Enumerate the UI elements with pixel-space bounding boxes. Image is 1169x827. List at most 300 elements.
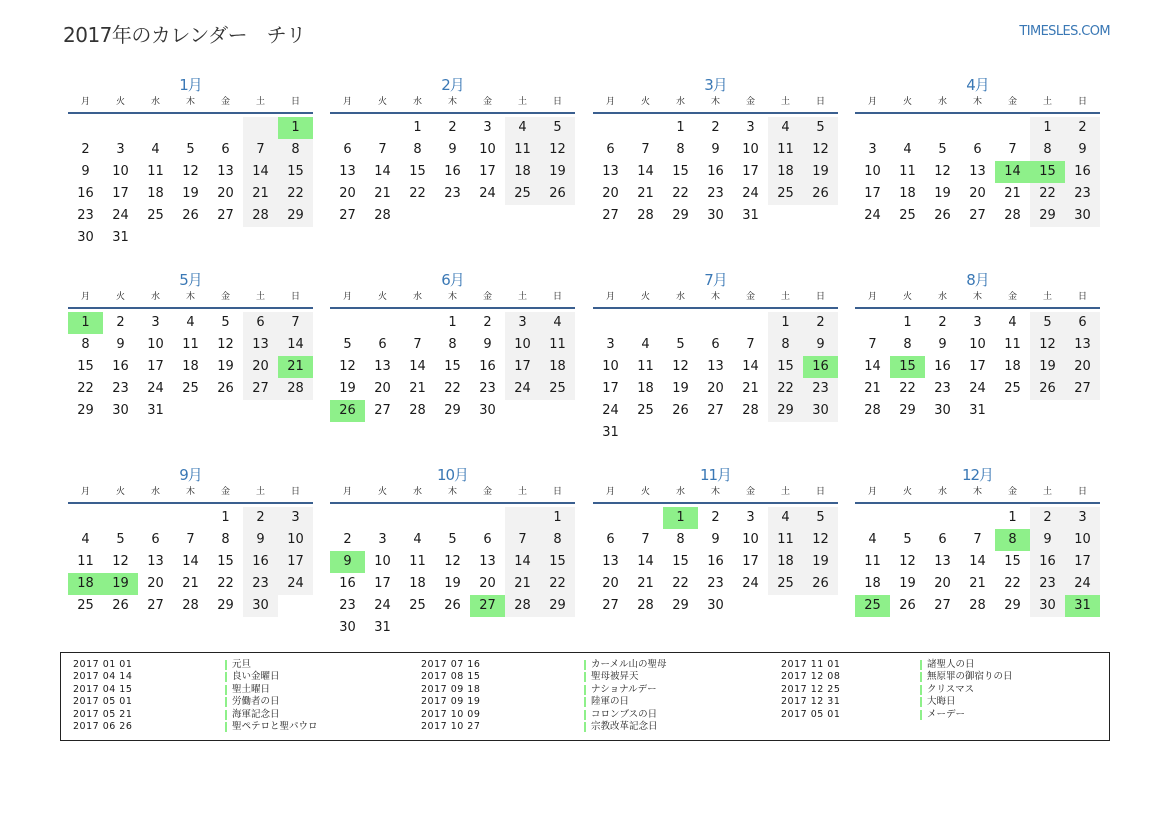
weekday-header xyxy=(855,291,1100,309)
day-cell: 19 xyxy=(899,576,916,591)
day-cell: 31 xyxy=(374,620,391,635)
day-cell: 6 xyxy=(973,142,982,157)
holiday-day-cell: 8 xyxy=(995,529,1030,551)
day-cell: 4 xyxy=(768,507,803,529)
weekday-header xyxy=(68,96,313,114)
weekday-label: 月 xyxy=(80,487,90,497)
day-cell: 26 xyxy=(672,403,689,418)
holiday-day-cell: 16 xyxy=(803,356,838,378)
day-cell: 19 xyxy=(803,161,838,183)
day-cell: 9 xyxy=(483,337,492,352)
day-cell: 5 xyxy=(676,337,685,352)
day-cell: 27 xyxy=(374,403,391,418)
day-cell: 14 xyxy=(505,551,540,573)
day-cell: 19 xyxy=(1030,356,1065,378)
month-name: 8月 xyxy=(966,271,989,289)
day-cell: 12 xyxy=(339,359,356,374)
day-cell: 2 xyxy=(343,532,352,547)
weekday-label: 金 xyxy=(220,487,230,497)
weekday-label: 火 xyxy=(640,292,650,302)
day-cell: 8 xyxy=(676,532,685,547)
holiday-row xyxy=(781,659,1111,671)
holiday-marker xyxy=(225,685,227,695)
empty-day-cell xyxy=(103,507,138,529)
holiday-name: 無原罪の御宿りの日 xyxy=(927,671,1013,683)
day-cell: 20 xyxy=(217,186,234,201)
empty-day-cell xyxy=(365,117,400,139)
day-cell: 22 xyxy=(444,381,461,396)
day-cell: 12 xyxy=(803,529,838,551)
page-title: 2017年のカレンダー チリ xyxy=(63,23,306,47)
day-cell: 24 xyxy=(1065,573,1100,595)
empty-day-cell xyxy=(68,507,103,529)
day-cell: 15 xyxy=(77,359,94,374)
weekday-label: 月 xyxy=(342,292,352,302)
day-cell: 4 xyxy=(81,532,90,547)
day-cell: 29 xyxy=(1030,205,1065,227)
day-cell: 23 xyxy=(479,381,496,396)
day-cell: 12 xyxy=(803,139,838,161)
day-cell: 10 xyxy=(278,529,313,551)
day-cell: 27 xyxy=(1065,378,1100,400)
holiday-marker xyxy=(225,672,227,682)
weekday-label: 日 xyxy=(290,97,300,107)
site-link[interactable]: TIMESLES.COM xyxy=(1019,24,1110,39)
day-cell: 26 xyxy=(803,573,838,595)
day-cell: 28 xyxy=(637,598,654,613)
day-cell: 21 xyxy=(637,186,654,201)
holiday-name: 大晦日 xyxy=(927,696,956,708)
day-cell: 21 xyxy=(505,573,540,595)
day-cell: 27 xyxy=(969,208,986,223)
day-cell: 17 xyxy=(479,164,496,179)
empty-day-cell xyxy=(593,312,628,334)
holiday-row xyxy=(421,671,751,683)
day-cell: 25 xyxy=(768,573,803,595)
month-calendar xyxy=(855,269,1100,422)
day-cell: 25 xyxy=(147,208,164,223)
empty-day-cell xyxy=(278,227,313,249)
empty-day-cell xyxy=(243,117,278,139)
holiday-day-cell: 9 xyxy=(330,551,365,573)
holiday-day-cell: 31 xyxy=(1065,595,1100,617)
weekday-label: 月 xyxy=(867,97,877,107)
weekday-label: 日 xyxy=(815,292,825,302)
empty-day-cell xyxy=(1065,400,1100,422)
weekday-label: 土 xyxy=(255,292,265,302)
day-cell: 3 xyxy=(973,315,982,330)
day-cell: 13 xyxy=(969,164,986,179)
day-cell: 13 xyxy=(243,334,278,356)
month-name: 2月 xyxy=(441,76,464,94)
day-cell: 10 xyxy=(1065,529,1100,551)
day-cell: 3 xyxy=(606,337,615,352)
day-cell: 15 xyxy=(444,359,461,374)
holiday-list xyxy=(60,652,1110,741)
empty-day-cell xyxy=(540,205,575,227)
weekday-label: 月 xyxy=(605,292,615,302)
month-name: 7月 xyxy=(704,271,727,289)
day-grid xyxy=(330,507,575,639)
day-cell: 16 xyxy=(479,359,496,374)
day-cell: 12 xyxy=(1030,334,1065,356)
weekday-label: 火 xyxy=(902,292,912,302)
empty-day-cell xyxy=(768,595,803,617)
day-cell: 23 xyxy=(707,576,724,591)
day-cell: 29 xyxy=(444,403,461,418)
day-cell: 8 xyxy=(413,142,422,157)
day-cell: 13 xyxy=(479,554,496,569)
day-cell: 4 xyxy=(413,532,422,547)
holiday-row xyxy=(781,696,1111,708)
holiday-marker xyxy=(584,697,586,707)
empty-day-cell xyxy=(768,422,803,444)
day-cell: 21 xyxy=(374,186,391,201)
day-cell: 19 xyxy=(934,186,951,201)
day-cell: 24 xyxy=(147,381,164,396)
weekday-label: 火 xyxy=(115,292,125,302)
day-cell: 23 xyxy=(444,186,461,201)
day-cell: 10 xyxy=(969,337,986,352)
day-cell: 22 xyxy=(768,378,803,400)
weekday-label: 土 xyxy=(255,487,265,497)
day-cell: 9 xyxy=(116,337,125,352)
day-cell: 2 xyxy=(711,120,720,135)
day-cell: 14 xyxy=(864,359,881,374)
month-calendar xyxy=(68,269,313,422)
weekday-label: 月 xyxy=(867,292,877,302)
day-cell: 5 xyxy=(803,507,838,529)
day-cell: 19 xyxy=(339,381,356,396)
day-cell: 2 xyxy=(243,507,278,529)
holiday-day-cell: 14 xyxy=(995,161,1030,183)
holiday-name: 元旦 xyxy=(232,659,252,670)
empty-day-cell xyxy=(628,117,663,139)
holiday-name: 良い金曜日 xyxy=(232,671,280,683)
day-cell: 28 xyxy=(969,598,986,613)
day-cell: 28 xyxy=(182,598,199,613)
empty-day-cell xyxy=(470,507,505,529)
day-cell: 19 xyxy=(803,551,838,573)
weekday-label: 日 xyxy=(552,292,562,302)
day-cell: 24 xyxy=(479,186,496,201)
day-cell: 16 xyxy=(1065,161,1100,183)
day-cell: 23 xyxy=(707,186,724,201)
day-cell: 26 xyxy=(540,183,575,205)
day-cell: 11 xyxy=(147,164,164,179)
day-cell: 28 xyxy=(742,403,759,418)
day-cell: 8 xyxy=(1030,139,1065,161)
empty-day-cell xyxy=(400,205,435,227)
day-cell: 22 xyxy=(1004,576,1021,591)
day-cell: 23 xyxy=(77,208,94,223)
holiday-name: 労働者の日 xyxy=(232,696,280,708)
day-cell: 5 xyxy=(116,532,125,547)
day-cell: 31 xyxy=(742,208,759,223)
weekday-label: 木 xyxy=(710,292,720,302)
day-cell: 7 xyxy=(278,312,313,334)
day-cell: 17 xyxy=(969,359,986,374)
holiday-row xyxy=(781,684,1111,696)
weekday-label: 水 xyxy=(412,487,422,497)
day-cell: 9 xyxy=(711,532,720,547)
day-cell: 24 xyxy=(112,208,129,223)
empty-day-cell xyxy=(505,507,540,529)
day-cell: 19 xyxy=(444,576,461,591)
day-cell: 17 xyxy=(602,381,619,396)
day-cell: 10 xyxy=(742,142,759,157)
day-grid xyxy=(68,312,313,422)
empty-day-cell xyxy=(628,422,663,444)
day-cell: 25 xyxy=(182,381,199,396)
weekday-label: 水 xyxy=(412,97,422,107)
day-cell: 12 xyxy=(672,359,689,374)
weekday-label: 土 xyxy=(780,97,790,107)
empty-day-cell xyxy=(365,312,400,334)
day-cell: 15 xyxy=(672,164,689,179)
weekday-header xyxy=(330,486,575,504)
day-cell: 14 xyxy=(742,359,759,374)
month-name: 3月 xyxy=(704,76,727,94)
day-cell: 24 xyxy=(505,378,540,400)
empty-day-cell xyxy=(768,205,803,227)
holiday-day-cell: 26 xyxy=(330,400,365,422)
holiday-row xyxy=(421,659,751,671)
empty-day-cell xyxy=(173,117,208,139)
day-cell: 18 xyxy=(1004,359,1021,374)
weekday-label: 水 xyxy=(937,487,947,497)
day-cell: 17 xyxy=(1065,551,1100,573)
day-cell: 15 xyxy=(768,356,803,378)
day-cell: 1 xyxy=(903,315,912,330)
day-cell: 16 xyxy=(77,186,94,201)
day-grid xyxy=(330,117,575,227)
day-cell: 16 xyxy=(444,164,461,179)
day-cell: 31 xyxy=(112,230,129,245)
empty-day-cell xyxy=(435,617,470,639)
weekday-label: 木 xyxy=(447,292,457,302)
day-cell: 21 xyxy=(409,381,426,396)
holiday-date: 2017 10 09 xyxy=(421,708,481,720)
day-cell: 4 xyxy=(151,142,160,157)
day-cell: 18 xyxy=(768,161,803,183)
holiday-name: 諸聖人の日 xyxy=(927,659,975,670)
day-cell: 15 xyxy=(278,161,313,183)
day-cell: 11 xyxy=(899,164,916,179)
day-cell: 29 xyxy=(899,403,916,418)
holiday-date: 2017 12 08 xyxy=(781,671,841,683)
holiday-marker xyxy=(225,710,227,720)
day-grid xyxy=(855,312,1100,422)
day-cell: 27 xyxy=(339,208,356,223)
empty-day-cell xyxy=(540,400,575,422)
day-cell: 30 xyxy=(934,403,951,418)
holiday-row xyxy=(421,684,751,696)
day-cell: 20 xyxy=(147,576,164,591)
weekday-label: 火 xyxy=(377,487,387,497)
day-cell: 15 xyxy=(217,554,234,569)
holiday-row xyxy=(73,709,403,721)
weekday-label: 水 xyxy=(937,97,947,107)
day-cell: 24 xyxy=(969,381,986,396)
day-cell: 20 xyxy=(934,576,951,591)
day-cell: 7 xyxy=(378,142,387,157)
holiday-day-cell: 25 xyxy=(855,595,890,617)
day-cell: 1 xyxy=(540,507,575,529)
day-cell: 7 xyxy=(186,532,195,547)
empty-day-cell xyxy=(138,227,173,249)
day-cell: 7 xyxy=(746,337,755,352)
day-cell: 4 xyxy=(505,117,540,139)
day-cell: 30 xyxy=(1030,595,1065,617)
weekday-label: 金 xyxy=(220,97,230,107)
weekday-label: 土 xyxy=(517,487,527,497)
day-cell: 16 xyxy=(707,164,724,179)
empty-day-cell xyxy=(803,422,838,444)
holiday-date: 2017 09 19 xyxy=(421,696,481,708)
weekday-label: 火 xyxy=(377,292,387,302)
empty-day-cell xyxy=(663,422,698,444)
day-cell: 2 xyxy=(116,315,125,330)
holiday-marker xyxy=(920,685,922,695)
day-cell: 15 xyxy=(672,554,689,569)
weekday-label: 火 xyxy=(115,487,125,497)
empty-day-cell xyxy=(733,422,768,444)
day-cell: 28 xyxy=(243,205,278,227)
day-cell: 11 xyxy=(505,139,540,161)
holiday-date: 2017 06 26 xyxy=(73,720,133,732)
day-cell: 28 xyxy=(864,403,881,418)
day-cell: 7 xyxy=(641,532,650,547)
day-cell: 29 xyxy=(1004,598,1021,613)
day-cell: 29 xyxy=(278,205,313,227)
day-cell: 21 xyxy=(742,381,759,396)
empty-day-cell xyxy=(803,595,838,617)
weekday-header xyxy=(593,96,838,114)
holiday-name: カーメル山の聖母 xyxy=(591,659,667,670)
weekday-label: 火 xyxy=(902,97,912,107)
day-cell: 16 xyxy=(707,554,724,569)
day-cell: 16 xyxy=(934,359,951,374)
weekday-header xyxy=(855,96,1100,114)
day-cell: 30 xyxy=(243,595,278,617)
empty-day-cell xyxy=(365,507,400,529)
empty-day-cell xyxy=(733,312,768,334)
day-cell: 23 xyxy=(803,378,838,400)
weekday-label: 土 xyxy=(780,487,790,497)
weekday-label: 金 xyxy=(745,292,755,302)
weekday-label: 木 xyxy=(710,487,720,497)
day-cell: 13 xyxy=(934,554,951,569)
day-cell: 10 xyxy=(147,337,164,352)
day-cell: 1 xyxy=(448,315,457,330)
empty-day-cell xyxy=(803,205,838,227)
weekday-label: 日 xyxy=(815,97,825,107)
day-cell: 20 xyxy=(602,576,619,591)
holiday-day-cell: 19 xyxy=(103,573,138,595)
day-cell: 17 xyxy=(505,356,540,378)
day-cell: 9 xyxy=(1065,139,1100,161)
weekday-label: 水 xyxy=(150,97,160,107)
day-cell: 16 xyxy=(1030,551,1065,573)
day-cell: 7 xyxy=(973,532,982,547)
day-cell: 14 xyxy=(243,161,278,183)
day-cell: 31 xyxy=(602,425,619,440)
day-cell: 3 xyxy=(1065,507,1100,529)
weekday-label: 土 xyxy=(1042,97,1052,107)
day-cell: 22 xyxy=(672,576,689,591)
weekday-label: 月 xyxy=(80,292,90,302)
holiday-name: コロンブスの日 xyxy=(591,708,658,720)
day-cell: 3 xyxy=(378,532,387,547)
holiday-name: 海軍記念日 xyxy=(232,708,280,720)
day-cell: 6 xyxy=(343,142,352,157)
day-cell: 4 xyxy=(1008,315,1017,330)
holiday-row xyxy=(73,721,403,733)
day-cell: 18 xyxy=(182,359,199,374)
day-cell: 6 xyxy=(243,312,278,334)
day-cell: 2 xyxy=(448,120,457,135)
day-cell: 7 xyxy=(868,337,877,352)
day-cell: 5 xyxy=(1030,312,1065,334)
day-cell: 5 xyxy=(221,315,230,330)
day-cell: 10 xyxy=(479,142,496,157)
month-name: 1月 xyxy=(179,76,202,94)
day-cell: 25 xyxy=(77,598,94,613)
holiday-row xyxy=(73,659,403,671)
day-cell: 25 xyxy=(1004,381,1021,396)
holiday-date: 2017 10 27 xyxy=(421,720,481,732)
day-cell: 27 xyxy=(243,378,278,400)
holiday-date: 2017 05 01 xyxy=(781,708,841,720)
day-cell: 7 xyxy=(505,529,540,551)
holiday-marker xyxy=(920,710,922,720)
day-cell: 22 xyxy=(899,381,916,396)
holiday-row xyxy=(73,696,403,708)
day-cell: 15 xyxy=(409,164,426,179)
month-calendar xyxy=(855,464,1100,617)
month-calendar xyxy=(855,74,1100,227)
empty-day-cell xyxy=(593,507,628,529)
weekday-label: 火 xyxy=(640,97,650,107)
day-cell: 18 xyxy=(540,356,575,378)
day-cell: 26 xyxy=(182,208,199,223)
day-cell: 6 xyxy=(1065,312,1100,334)
weekday-label: 水 xyxy=(937,292,947,302)
weekday-label: 木 xyxy=(447,97,457,107)
day-cell: 2 xyxy=(81,142,90,157)
day-cell: 22 xyxy=(672,186,689,201)
day-cell: 1 xyxy=(676,120,685,135)
day-cell: 1 xyxy=(768,312,803,334)
holiday-name: 聖土曜日 xyxy=(232,683,271,695)
day-cell: 25 xyxy=(637,403,654,418)
weekday-label: 金 xyxy=(1007,487,1017,497)
day-cell: 31 xyxy=(969,403,986,418)
weekday-label: 金 xyxy=(745,487,755,497)
day-cell: 22 xyxy=(1030,183,1065,205)
day-cell: 30 xyxy=(1065,205,1100,227)
day-cell: 30 xyxy=(707,208,724,223)
empty-day-cell xyxy=(925,117,960,139)
day-cell: 29 xyxy=(672,598,689,613)
holiday-marker xyxy=(920,660,922,670)
weekday-label: 日 xyxy=(290,487,300,497)
weekday-label: 月 xyxy=(605,97,615,107)
holiday-day-cell: 15 xyxy=(890,356,925,378)
weekday-label: 月 xyxy=(342,97,352,107)
day-cell: 19 xyxy=(672,381,689,396)
